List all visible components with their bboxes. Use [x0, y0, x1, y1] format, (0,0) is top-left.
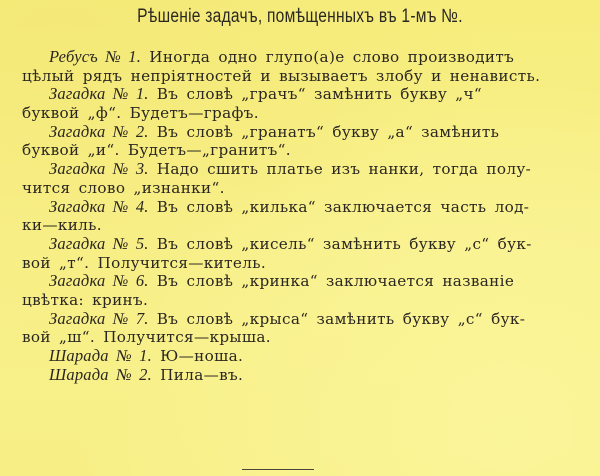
entry-label: Шарада № 1.	[49, 346, 152, 365]
entry-text: Надо сшить платье изъ нанки, тогда полу-	[148, 160, 532, 179]
entry-text: Въ словѣ „гранатъ“ букву „а“ замѣнить	[148, 122, 500, 141]
entry-line	[22, 347, 542, 366]
entry-text: Въ словѣ „кисель“ замѣнить букву „с“ бук-	[148, 234, 532, 253]
entry-label: Загадка № 5.	[49, 233, 149, 253]
entry-text: Въ словѣ „крыса“ замѣнить букву „с“ бук-	[148, 309, 526, 328]
entry-line	[22, 366, 542, 385]
entry-line: вой „ш“. Получится—крыша.	[22, 328, 271, 347]
entry-line	[22, 310, 542, 329]
entry-label: Загадка № 3.	[49, 159, 149, 179]
solutions-list	[22, 48, 542, 384]
entry-text: Въ словѣ „грачъ“ замѣнить букву „ч“	[148, 85, 483, 104]
entry-line: буквой „ф“. Будетъ—графъ.	[22, 104, 259, 123]
entry-line: буквой „и“. Будетъ—„гранитъ“.	[22, 141, 291, 160]
entry-line	[22, 123, 542, 142]
entry-line	[22, 48, 542, 67]
page-title: Рѣшеніе задачъ, помѣщенныхъ въ 1-мъ №.	[137, 6, 463, 27]
entry-label: Загадка № 4.	[49, 196, 149, 216]
entry-label: Ребусъ № 1.	[49, 47, 142, 66]
section-divider	[242, 469, 314, 470]
entry-line: чится слово „изнанки“.	[22, 178, 225, 197]
entry-line	[22, 85, 542, 104]
entry-text: Ю—ноша.	[151, 347, 244, 365]
entry-label: Загадка № 2.	[49, 121, 149, 141]
entry-label: Загадка № 1.	[49, 84, 149, 104]
entry-line: ки—киль.	[22, 216, 102, 235]
entry-label: Загадка № 6.	[49, 271, 149, 291]
entry-line: вой „т“. Получится—китель.	[22, 253, 266, 272]
entry-line	[22, 160, 542, 179]
entry-text: Въ словѣ „килька“ заключается часть лод-	[148, 197, 530, 216]
entry-line: цѣлый рядъ непріятностей и вызываетъ злобу и ненависть.	[22, 66, 541, 85]
entry-label: Шарада № 2.	[49, 364, 152, 384]
entry-text: Въ словѣ „кринка“ заключается названіе	[148, 272, 515, 291]
entry-text: Пила—въ.	[151, 365, 244, 384]
entry-label: Загадка № 7.	[49, 308, 149, 328]
entry-line	[22, 235, 542, 254]
entry-line: цвѣтка: кринъ.	[22, 290, 149, 309]
entry-text: Иногда одно глупо(а)е слово производитъ	[141, 48, 515, 66]
entry-line	[22, 272, 542, 291]
entry-line	[22, 198, 542, 217]
